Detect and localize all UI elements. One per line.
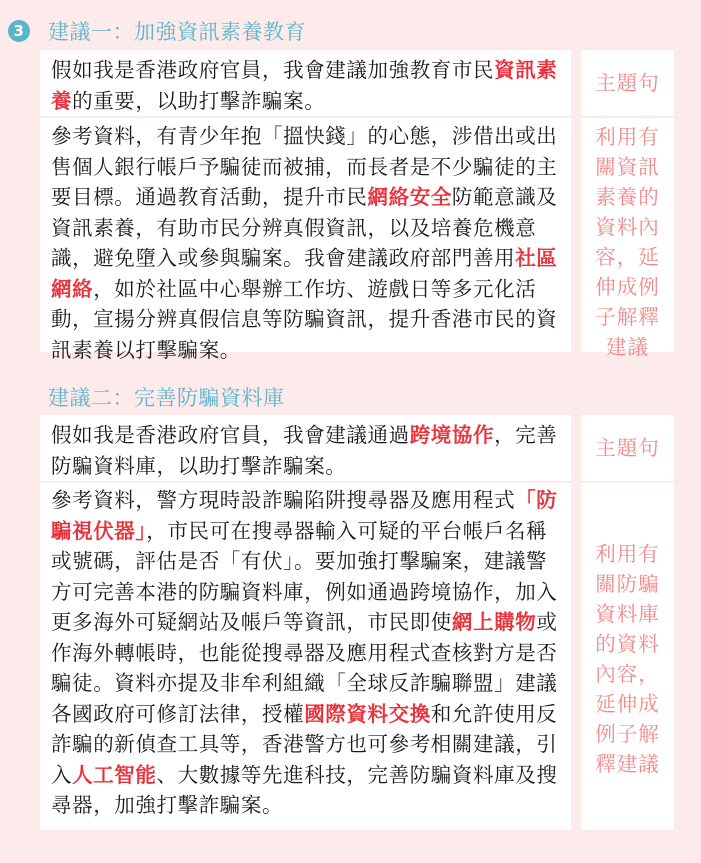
section2-topic-label: 主題句 <box>581 415 674 481</box>
highlight: 資訊素養 <box>51 58 558 113</box>
section1-topic-box <box>40 50 571 116</box>
highlight: 「防騙視伏器」 <box>51 488 558 543</box>
section1-body-label: 利用有關資訊素養的資料內容，延伸成例子解釋建議 <box>581 118 674 352</box>
section2-heading <box>48 380 285 414</box>
section2-topic-box <box>40 415 571 481</box>
section2-topic-sentence: 假如我是香港政府官員，我會建議通過跨境協作，完善防騙資料庫，以助打擊詐騙案。 <box>51 423 558 478</box>
section-number-badge: 3 <box>8 20 30 42</box>
highlight: 網上購物 <box>451 610 537 634</box>
section1-topic-label: 主題句 <box>581 50 674 116</box>
highlight: 網絡安全 <box>367 185 452 209</box>
section2-title: 建議二：完善防騙資料庫 <box>48 386 285 410</box>
highlight: 國際資料交換 <box>304 701 431 726</box>
section1-title: 建議一：加強資訊素養教育 <box>48 20 306 44</box>
section2-body-text: 參考資料，警方現時設詐騙陷阱搜尋器及應用程式「防騙視伏器」，市民可在搜尋器輸入可疑的平台帳戶名稱或號碼，評估是否「有伏」。要加強打擊騙案，建議警方可完善本港的防騙資料庫，例如通過跨境協作，加入更多海外可疑網站及帳戶等資訊，市民即使網上購物或作海外轉帳時，也能從搜尋器及應用程式查核對方是否騙徒。資料亦提及非牟利組織「全球反詐騙聯盟」建議各國政府可修訂法律，授權國際資料交換和允許使用反詐騙的新偵查工具等，香港警方也可參考相關建議，引入人工智能、大數據等先進科技，完善防騙資料庫及搜尋器，加強打擊詐騙案。 <box>51 488 558 817</box>
section2-body-label: 利用有關防騙資料庫的資料內容，延伸成例子解釋建議 <box>581 483 674 830</box>
section1-body-box <box>40 118 571 362</box>
section1-heading <box>8 14 306 48</box>
section1-topic-sentence: 假如我是香港政府官員，我會建議加強教育市民資訊素養的重要，以助打擊詐騙案。 <box>51 58 558 113</box>
section1-body-text: 參考資料，有青少年抱「搵快錢」的心態，涉借出或出售個人銀行帳戶予騙徒而被捕，而長者是不少騙徒的主要目標。通過教育活動，提升市民網絡安全防範意識及資訊素養，有助市民分辨真假資訊，以及培養危機意識，避免墮入或參與騙案。我會建議政府部門善用社區網絡，如於社區中心舉辦工作坊、遊戲日等多元化活動，宣揚分辨真假信息等防騙資訊，提升香港市民的資訊素養以打擊騙案。 <box>51 124 558 362</box>
highlight: 跨境協作 <box>409 423 495 447</box>
section2-body-box <box>40 483 571 830</box>
highlight: 人工智能 <box>72 762 157 787</box>
highlight: 社區網絡 <box>51 246 558 301</box>
